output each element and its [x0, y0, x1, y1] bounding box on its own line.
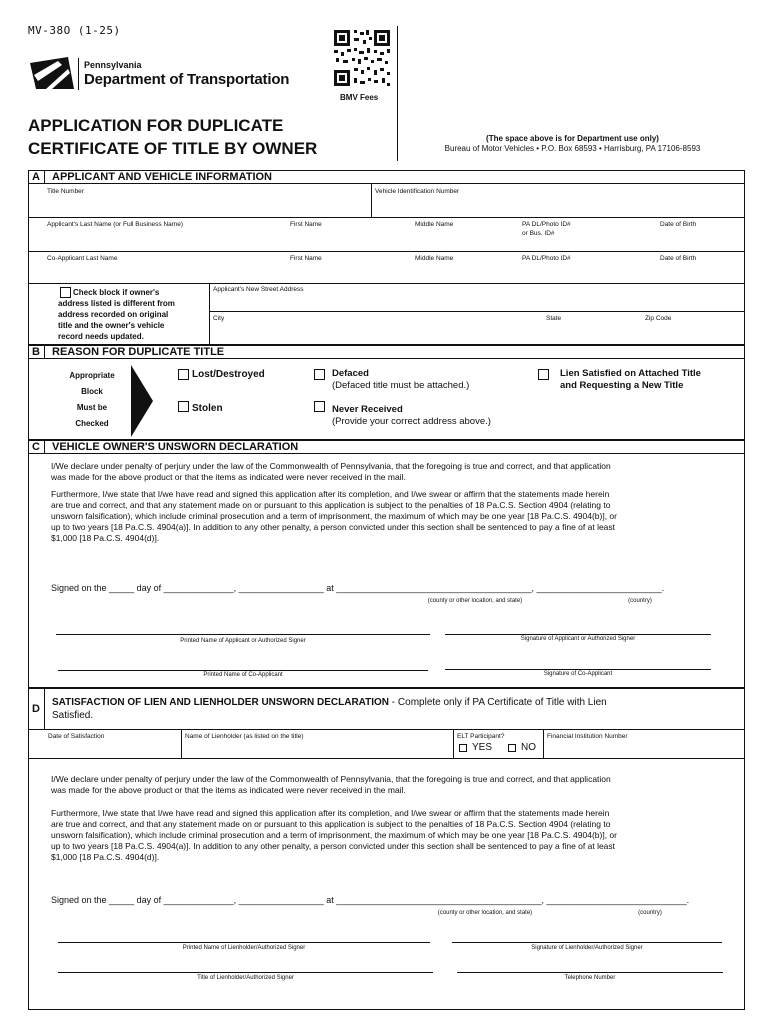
lien-satisfied-line1: Lien Satisfied on Attached Title	[560, 368, 701, 379]
penndot-keystone-logo-icon	[28, 55, 76, 91]
section-d-heading-line2: Satisfied.	[52, 710, 94, 721]
printed-co-applicant-line[interactable]	[58, 670, 428, 671]
dob-label: Date of Birth	[660, 221, 697, 228]
stolen-checkbox[interactable]	[178, 401, 189, 412]
section-a-letter: A	[32, 171, 40, 183]
declaration-c-p2-l3: unsworn falsification), which include criminal prosecution and a term of imprisonment, the maximum of which may be one year [18 Pa.C.S. 4904(b)], or	[51, 511, 617, 521]
first-name-label: First Name	[290, 221, 322, 228]
defaced-label: Defaced	[332, 368, 369, 379]
signed-on-line-d[interactable]: Signed on the _____ day of ______________, _________________ at _________________________________________, ____________________________.	[51, 895, 690, 905]
title-lienholder-caption: Title of Lienholder/Authorized Signer	[197, 975, 294, 981]
declaration-c-p2-l1: Furthermore, I/we state that I/we have read and signed this application after its completion, and I/we swear or affirm that the statements made herein	[51, 489, 610, 499]
co-applicant-name-field[interactable]	[45, 265, 743, 281]
stolen-label: Stolen	[192, 403, 223, 414]
header-divider	[397, 26, 398, 161]
appropriate-line4: Checked	[75, 419, 109, 428]
declaration-c-p2-l2: are true and correct, and that any statement made on or pursuant to this application is subject to the penalties of 18 Pa.C.S. Section 4904 (relating to	[51, 500, 611, 510]
appropriate-line1: Appropriate	[69, 371, 115, 380]
address-check-line5: record needs updated.	[58, 332, 144, 341]
form-title-line1: APPLICATION FOR DUPLICATE	[28, 116, 284, 135]
declaration-d-p2-l3: unsworn falsification), which include criminal prosecution and a term of imprisonment, the maximum of which may be one year [18 Pa.C.S. 4904(b)], or	[51, 830, 617, 840]
defaced-note: (Defaced title must be attached.)	[332, 380, 470, 391]
declaration-d-p2-l1: Furthermore, I/we state that I/we have read and signed this application after its completion, and I/we swear or affirm that the statements made herein	[51, 808, 610, 818]
address-change-checkbox[interactable]	[60, 287, 71, 298]
defaced-checkbox[interactable]	[314, 369, 325, 380]
form-title-line2: CERTIFICATE OF TITLE BY OWNER	[28, 139, 318, 158]
co-middle-name-label: Middle Name	[415, 255, 454, 262]
section-b-letter: B	[32, 346, 40, 358]
printed-lienholder-caption: Printed Name of Lienholder/Authorized Signer	[182, 945, 306, 951]
department-use-note: (The space above is for Department use only)	[486, 134, 659, 143]
lien-satisfied-line2: and Requesting a New Title	[560, 380, 684, 391]
printed-applicant-line[interactable]	[56, 634, 430, 635]
signature-lienholder-caption: Signature of Lienholder/Authorized Signer	[531, 945, 643, 951]
co-pa-dl-label: PA DL/Photo ID#	[522, 255, 571, 262]
section-d-heading-rest: - Complete only if PA Certificate of Title with Lien	[389, 697, 607, 708]
printed-applicant-caption: Printed Name of Applicant or Authorized Signer	[180, 638, 306, 644]
qr-label: BMV Fees	[340, 93, 379, 102]
county-caption-d: (county or other location, and state)	[437, 910, 533, 916]
agency-state: Pennsylvania	[84, 60, 142, 70]
date-satisfaction-label: Date of Satisfaction	[48, 733, 105, 740]
signature-lienholder-line[interactable]	[452, 942, 722, 943]
telephone-caption: Telephone Number	[564, 975, 616, 981]
address-check-line2: address listed is different from	[58, 299, 175, 308]
section-a-heading: APPLICANT AND VEHICLE INFORMATION	[52, 171, 272, 183]
declaration-c-p2-l5: $1,000 [18 Pa.C.S. 4904(d)].	[51, 533, 160, 543]
declaration-d-p2-l5: $1,000 [18 Pa.C.S. 4904(d)].	[51, 852, 160, 862]
declaration-d-p2-l4: up to two years [18 Pa.C.S. 4904(a)]. In addition to any other penalty, a person convicted under this section shall be sentenced to pay a fine of at least	[51, 841, 616, 851]
signature-applicant-line[interactable]	[445, 634, 711, 635]
county-caption-c: (county or other location, and state)	[427, 598, 523, 604]
applicant-last-name-label: Applicant's Last Name (or Full Business Name)	[47, 221, 183, 228]
title-lienholder-line[interactable]	[58, 972, 433, 973]
section-c-letter: C	[32, 441, 40, 453]
appropriate-line3: Must be	[76, 403, 108, 412]
fin-inst-label: Financial Institution Number	[547, 733, 628, 740]
logo-divider	[78, 58, 79, 90]
declaration-d-p1-l2: was made for the above product or that the items as indicated were never received in the mail.	[51, 785, 406, 795]
elt-participant-label: ELT Participant?	[457, 733, 505, 740]
state-label: State	[546, 315, 562, 322]
co-first-name-label: First Name	[290, 255, 322, 262]
qr-code-icon[interactable]	[332, 28, 392, 88]
elt-no-checkbox[interactable]	[508, 744, 516, 752]
lienholder-name-label: Name of Lienholder (as listed on the title)	[185, 733, 304, 740]
country-caption-d: (country)	[638, 910, 662, 916]
never-received-note: (Provide your correct address above.)	[332, 416, 491, 427]
declaration-c-p1-l1: I/We declare under penalty of perjury under the law of the Commonwealth of Pennsylvania, that the foregoing is true and correct, and that application	[51, 461, 611, 471]
lienholder-name-field[interactable]	[183, 742, 451, 756]
lost-destroyed-label: Lost/Destroyed	[192, 369, 265, 380]
section-b-heading: REASON FOR DUPLICATE TITLE	[52, 346, 225, 358]
zip-label: Zip Code	[645, 315, 672, 322]
elt-yes-checkbox[interactable]	[459, 744, 467, 752]
signature-applicant-caption: Signature of Applicant or Authorized Signer	[520, 636, 636, 642]
address-check-line1: Check block if owner's	[73, 288, 160, 297]
form-number: MV-38O (1-25)	[28, 24, 121, 37]
address-check-line4: title and the owner's vehicle	[58, 321, 165, 330]
new-street-label: Applicant's New Street Address	[213, 286, 304, 293]
section-d-heading	[52, 697, 607, 708]
printed-co-applicant-caption: Printed Name of Co-Applicant	[203, 672, 283, 678]
elt-no-label: NO	[521, 742, 536, 753]
fin-inst-field[interactable]	[545, 742, 743, 756]
title-number-field[interactable]	[45, 196, 370, 214]
section-c-heading: VEHICLE OWNER'S UNSWORN DECLARATION	[52, 441, 299, 453]
declaration-c-p2-l4: up to two years [18 Pa.C.S. 4904(a)]. In addition to any other penalty, a person convicted under this section shall be sentenced to pay a fine of at least	[51, 522, 616, 532]
agency-name: Department of Transportation	[84, 71, 290, 88]
city-label: City	[213, 315, 225, 322]
applicant-name-field[interactable]	[45, 238, 743, 250]
elt-yes-label: YES	[472, 742, 493, 753]
bus-id-label: or Bus. ID#	[522, 230, 555, 237]
address-check-line3: address recorded on original	[58, 310, 169, 319]
country-caption-c: (country)	[628, 598, 652, 604]
date-satisfaction-field[interactable]	[46, 742, 180, 756]
never-received-checkbox[interactable]	[314, 401, 325, 412]
co-dob-label: Date of Birth	[660, 255, 697, 262]
vin-label: Vehicle Identification Number	[375, 188, 460, 195]
never-received-label: Never Received	[332, 404, 403, 415]
bureau-address: Bureau of Motor Vehicles • P.O. Box 68593 • Harrisburg, PA 17106-8593	[444, 144, 701, 153]
signature-co-applicant-line[interactable]	[445, 669, 711, 670]
declaration-c-p1-l2: was made for the above product or that the items as indicated were never received in the mail.	[51, 472, 406, 482]
new-street-field[interactable]	[211, 295, 743, 309]
middle-name-label: Middle Name	[415, 221, 454, 228]
section-d-heading-bold: SATISFACTION OF LIEN AND LIENHOLDER UNSWORN DECLARATION	[52, 697, 390, 708]
vin-field[interactable]	[373, 196, 743, 214]
co-applicant-last-name-label: Co-Applicant Last Name	[47, 255, 118, 262]
declaration-d-p1-l1: I/We declare under penalty of perjury under the law of the Commonwealth of Pennsylvania, that the foregoing is true and correct, and that application	[51, 774, 611, 784]
city-state-zip-field[interactable]	[211, 324, 743, 342]
telephone-line[interactable]	[457, 972, 723, 973]
title-number-label: Title Number	[47, 188, 84, 195]
signed-on-line-c[interactable]: Signed on the _____ day of ______________, _________________ at _______________________________________, _________________________.	[51, 583, 665, 593]
printed-lienholder-line[interactable]	[58, 942, 430, 943]
section-d-letter: D	[32, 703, 40, 715]
signature-co-applicant-caption: Signature of Co-Applicant	[543, 671, 613, 677]
lien-satisfied-checkbox[interactable]	[538, 369, 549, 380]
pointer-arrow-icon	[131, 365, 153, 437]
pa-dl-label: PA DL/Photo ID#	[522, 221, 571, 228]
lost-destroyed-checkbox[interactable]	[178, 369, 189, 380]
declaration-d-p2-l2: are true and correct, and that any statement made on or pursuant to this application is subject to the penalties of 18 Pa.C.S. Section 4904 (relating to	[51, 819, 611, 829]
appropriate-line2: Block	[81, 387, 103, 396]
